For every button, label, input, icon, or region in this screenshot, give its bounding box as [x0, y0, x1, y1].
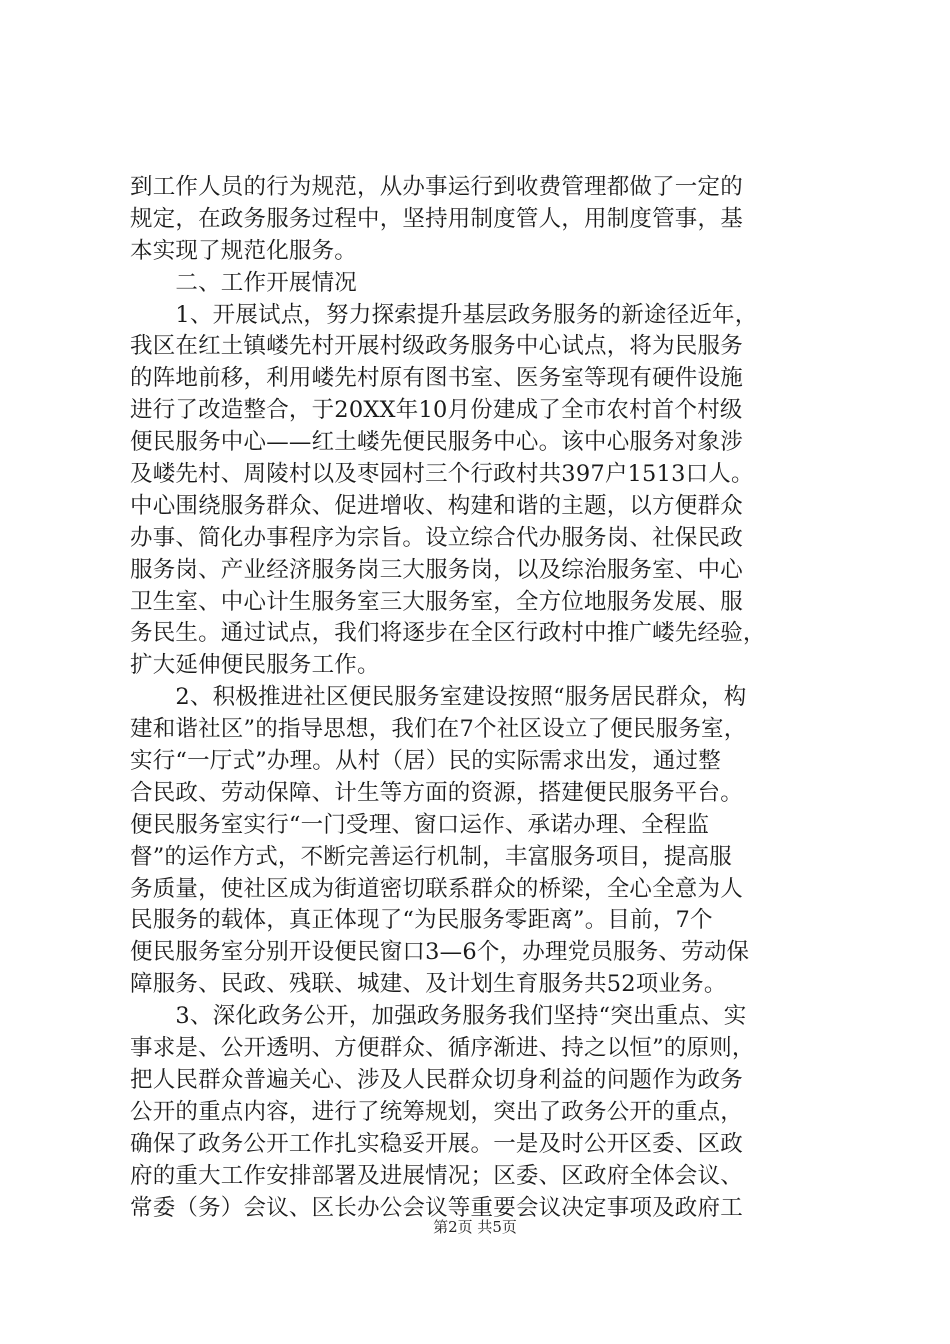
text-line: 把人民群众普遍关心、涉及人民群众切身利益的问题作为政务	[130, 1066, 743, 1093]
document-body	[130, 172, 842, 1224]
text-line: 合民政、劳动保障、计生等方面的资源，搭建便民服务平台。	[130, 779, 743, 806]
text-line: 服务岗、产业经济服务岗三大服务岗，以及综治服务室、中心	[130, 556, 743, 583]
page-footer: 第2页 共5页	[433, 1218, 517, 1236]
text-line: 民服务的载体，真正体现了“为民服务零距离”。目前，7个	[130, 907, 713, 934]
text-line: 进行了改造整合，于20XX年10月份建成了全市农村首个村级	[130, 397, 743, 424]
text-line: 1、开展试点，努力探索提升基层政务服务的新途径近年，	[130, 301, 758, 328]
text-line: 我区在红土镇嵝先村开展村级政务服务中心试点，将为民服务	[130, 333, 743, 360]
text-line: 督”的运作方式，不断完善运行机制，丰富服务项目，提高服	[130, 843, 732, 870]
text-line: 务民生。通过试点，我们将逐步在全区行政村中推广嵝先经验，	[130, 620, 766, 647]
text-line: 公开的重点内容，进行了统筹规划，突出了政务公开的重点，	[130, 1098, 743, 1125]
text-line: 卫生室、中心计生服务室三大服务室，全方位地服务发展、服	[130, 588, 743, 615]
text-line: 及嵝先村、周陵村以及枣园村三个行政村共397户1513口人。	[130, 461, 754, 488]
text-line: 实行“一厅式”办理。从村（居）民的实际需求出发，通过整	[130, 748, 721, 775]
text-line: 中心围绕服务群众、促进增收、构建和谐的主题，以方便群众	[130, 492, 743, 519]
text-line: 障服务、民政、残联、城建、及计划生育服务共52项业务。	[130, 971, 727, 998]
text-line: 扩大延伸便民服务工作。	[130, 652, 380, 679]
text-line: 到工作人员的行为规范，从办事运行到收费管理都做了一定的	[130, 174, 743, 200]
text-line: 确保了政务公开工作扎实稳妥开展。一是及时公开区委、区政	[130, 1130, 743, 1157]
text-line: 3、深化政务公开，加强政务服务我们坚持“突出重点、实	[130, 1003, 747, 1030]
text-line: 便民服务室实行“一门受理、窗口运作、承诺办理、全程监	[130, 811, 710, 838]
text-line: 建和谐社区”的指导思想，我们在7个社区设立了便民服务室，	[130, 716, 747, 743]
text-line: 的阵地前移，利用嵝先村原有图书室、医务室等现有硬件设施	[130, 365, 743, 392]
text-line: 便民服务室分别开设便民窗口3—6个，办理党员服务、劳动保	[130, 939, 750, 966]
text-line: 2、积极推进社区便民服务室建设按照“服务居民群众，构	[130, 684, 747, 711]
text-line: 便民服务中心——红土嵝先便民服务中心。该中心服务对象涉	[130, 429, 743, 456]
text-line: 规定，在政务服务过程中，坚持用制度管人，用制度管事，基	[130, 205, 743, 232]
text-line: 常委（务）会议、区长办公会议等重要会议决定事项及政府工	[130, 1194, 743, 1221]
text-line: 事求是、公开透明、方便群众、循序渐进、持之以恒”的原则，	[130, 1035, 755, 1062]
text-line: 办事、简化办事程序为宗旨。设立综合代办服务岗、社保民政	[130, 524, 743, 551]
text-line: 府的重大工作安排部署及进展情况；区委、区政府全体会议、	[130, 1162, 743, 1189]
text-line: 务质量，使社区成为街道密切联系群众的桥梁，全心全意为人	[130, 875, 743, 902]
text-line: 二、工作开展情况	[130, 269, 358, 296]
text-line: 本实现了规范化服务。	[130, 237, 358, 264]
